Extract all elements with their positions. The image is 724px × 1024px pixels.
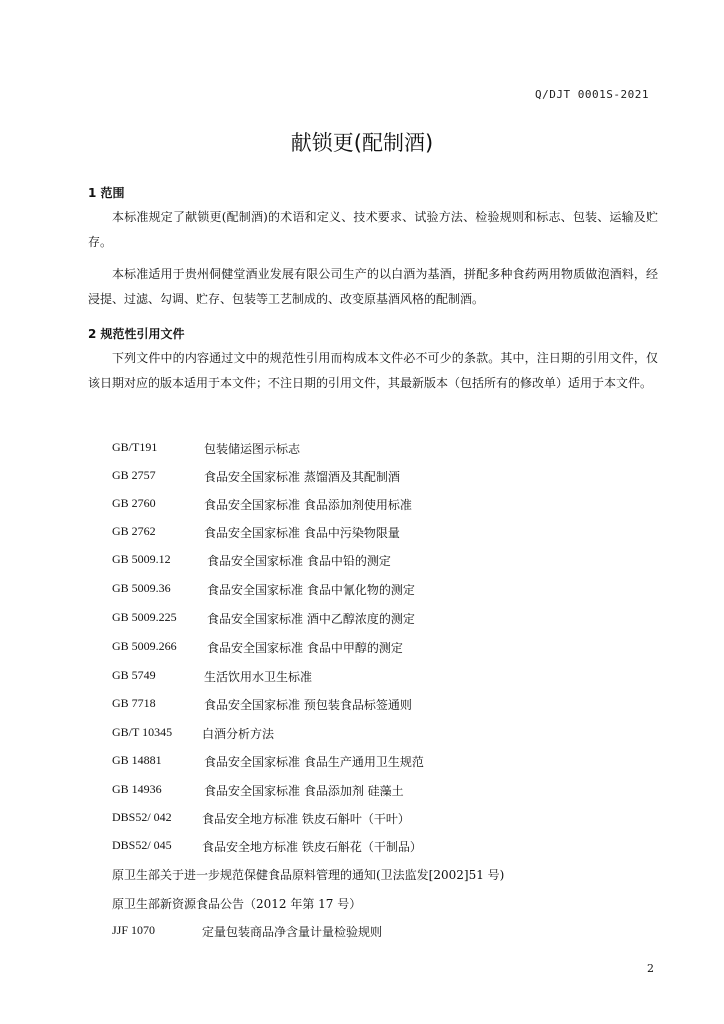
reference-code: DBS52/ 042 — [112, 810, 172, 824]
reference-code: DBS52/ 045 — [112, 838, 172, 852]
reference-title: 食品安全国家标准 酒中乙醇浓度的测定 — [207, 612, 415, 626]
reference-title: 食品安全国家标准 食品生产通用卫生规范 — [204, 755, 424, 769]
reference-title: 食品安全国家标准 预包装食品标签通则 — [204, 698, 412, 712]
reference-code: GB 5009.266 — [112, 639, 177, 653]
reference-title: 食品安全国家标准 食品中污染物限量 — [204, 526, 400, 540]
section-1-paragraph-1: 本标准规定了献锁更(配制酒)的术语和定义、技术要求、试验方法、检验规则和标志、包装、运输及贮存。 — [88, 210, 658, 249]
reference-title: 生活饮用水卫生标准 — [204, 670, 313, 684]
section-1-heading: 1 范围 — [88, 186, 125, 200]
reference-code: GB/T191 — [112, 440, 158, 454]
reference-title: 食品安全地方标准 铁皮石斛花（干制品） — [202, 840, 422, 854]
reference-code: GB 2760 — [112, 496, 156, 510]
reference-title: 包装储运图示标志 — [204, 442, 301, 456]
reference-title: 食品安全国家标准 食品中甲醇的测定 — [207, 641, 403, 655]
reference-code: GB 5009.36 — [112, 581, 171, 595]
reference-title: 食品安全国家标准 食品添加剂 硅藻土 — [204, 784, 404, 798]
document-code: Q/DJT 0001S-2021 — [535, 88, 649, 101]
reference-code: GB 2762 — [112, 524, 156, 538]
reference-code: GB 14936 — [112, 782, 162, 796]
reference-code: GB 14881 — [112, 753, 162, 767]
reference-announcement: 原卫生部新资源食品公告（2012 年第 17 号） — [112, 897, 362, 911]
reference-code: GB 5009.225 — [112, 610, 177, 624]
section-1-paragraph-2: 本标准适用于贵州侗健堂酒业发展有限公司生产的以白酒为基酒，拼配多种食药两用物质做泡酒料，经浸提、过滤、勾调、贮存、包装等工艺制成的、改变原基酒风格的配制酒。 — [88, 267, 658, 306]
reference-title: 食品安全国家标准 蒸馏酒及其配制酒 — [204, 470, 400, 484]
reference-title: 白酒分析方法 — [202, 727, 275, 741]
section-2-paragraph-1: 下列文件中的内容通过文中的规范性引用而构成本文件必不可少的条款。其中，注日期的引用文件，仅该日期对应的版本适用于本文件；不注日期的引用文件，其最新版本（包括所有的修改单）适用于本文件。 — [88, 351, 658, 390]
reference-title: 食品安全国家标准 食品中氰化物的测定 — [207, 583, 415, 597]
reference-title: 食品安全国家标准 食品添加剂使用标准 — [204, 498, 412, 512]
reference-title: 食品安全地方标准 铁皮石斛叶（干叶） — [202, 812, 410, 826]
section-2-heading: 2 规范性引用文件 — [88, 327, 185, 341]
reference-code: GB 5749 — [112, 668, 156, 682]
page-number: 2 — [647, 962, 654, 975]
page-title: 献锁更(配制酒) — [290, 131, 434, 155]
reference-code: JJF 1070 — [112, 923, 156, 937]
reference-code: GB 2757 — [112, 468, 156, 482]
reference-code: GB 7718 — [112, 696, 156, 710]
reference-code: GB/T 10345 — [112, 725, 173, 739]
reference-code: GB 5009.12 — [112, 552, 171, 566]
reference-title: 定量包装商品净含量计量检验规则 — [202, 925, 383, 939]
reference-title: 食品安全国家标准 食品中铅的测定 — [207, 554, 391, 568]
reference-notice: 原卫生部关于进一步规范保健食品原料管理的通知(卫法监发[2002]51 号) — [112, 868, 505, 882]
